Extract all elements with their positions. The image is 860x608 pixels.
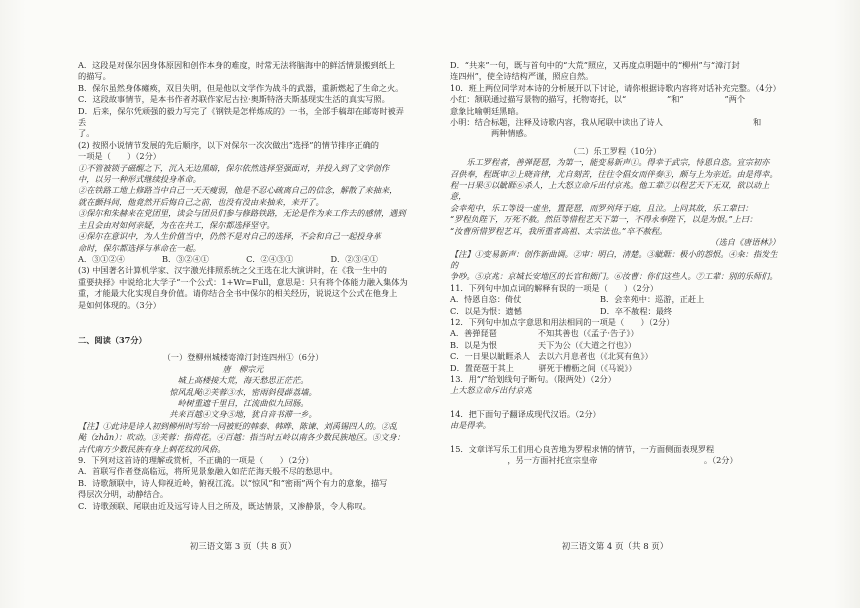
text-line: B．诗歌颔联中，诗人仰视近岭，俯视江流。以“惊风”和“密雨”两个有力的意象，描写 (78, 477, 388, 488)
text-line: 中，以另一种形式继续投身革命。 (78, 174, 201, 185)
text-line: ②在铁路工地上修路当中自己一天天瘦弱，他是不忍心疏离自己的信念，解散了来抽来， (78, 185, 398, 196)
story-line: 会幸苑中，乐工等设一虚坐，置琵琶，而罗列拜于庭，且泣。上问其故，乐工辈曰： (450, 202, 753, 213)
text-line: (3) 中国著名计算机学家、汉字激光排照系统之父王选在北大演讲时，在《我一生中的 (78, 265, 387, 276)
story-line: 程一日果⑤以眦睚⑥杀人，上大怒立命斥出付京兆。他工辈⑦以程艺天下无双，欲以动上意， (450, 180, 770, 202)
text-line: A．善弹琵琶 不知其善也（《孟子·告子》） (450, 328, 639, 339)
section-title: （二）乐工罗程（10分） (568, 145, 662, 156)
text-line: 14．把下面句子翻译成现代汉语。（2分） (450, 408, 601, 419)
text-line: 10．班上两位同学对本诗的分析展开以下讨论，请你根据诗歌内容将对话补充完整。（4分） (450, 82, 781, 93)
options-row (78, 254, 378, 265)
note-line: 飐（zhǎn）：吹动。③芙蓉：指荷花。④百越：指当时五岭以南各少数民族地区。⑤文身： (78, 432, 405, 443)
text-line: 两种情感。 (450, 128, 532, 139)
option: B．③②④① (162, 253, 209, 264)
story-line: 召供奉，程既审②上晓音律，尤自刻苦，往往令倡女而伴奏③，颇与上为亲近。由是得幸。 (450, 168, 778, 179)
poem-author: 唐 柳宗元 (222, 363, 264, 374)
text-line: D．“共来”一句，既与首句中的“大荒”照应，又再度点明题中的“柳州”与“漳汀封 (450, 60, 740, 70)
text-line: 重要抉择》中说给北大学子“一个公式：1+Wr=Full，意思是：只有将个体能力融入集体为 (78, 276, 408, 287)
text-line: C．这段故事情节，是本书作者苏联作家尼古拉·奥斯特洛夫斯基现实生活的真实写照。 (78, 94, 390, 105)
text-line: 由是得幸。 (450, 420, 491, 431)
text-line: 是如何体现的。（3分） (78, 299, 161, 310)
option: A．恃恩自恣：倚仗 (450, 294, 522, 305)
text-line: 小明：结合标题，注释及诗歌内容，我从尾联中读出了诗人 和 (450, 117, 762, 128)
note-line: 【注】①此诗是诗人初到柳州时写给一同被贬的韩泰、韩晔、陈谏、刘禹锡四人的。②乱 (78, 420, 398, 431)
poem-line: 惊风乱飐②芙蓉③水，密雨斜侵薜荔墙。 (169, 386, 317, 397)
story-line: “汝曹所惜罗程艺耳，我所重者高祖、太宗法也。”卒不赦程。 (450, 225, 668, 236)
option: D．卒不赦程：最终 (600, 305, 673, 316)
page-4 (450, 60, 780, 580)
option: B．会幸苑中：巡游，正赶上 (600, 294, 705, 305)
text-line: (2) 按照小说情节发展的先后顺序，以下对保尔一次次做出“选择”的情节排序正确的 (78, 139, 379, 150)
text-line: D．后来，保尔凭顽强的毅力写完了《钢铁是怎样炼成的》一书，全部手稿却在邮寄时被弄丢 (78, 105, 404, 128)
poem-line: 共来百越④文身⑤地，犹自音书滞一乡。 (169, 409, 317, 420)
note-line: 【注】①变易新声：创作新曲调。②审：明白，清楚。③眦睚：极小的怨恨。④籴：指发生的 (450, 248, 778, 270)
text-line: 就在颤抖间，他竟然开后悔自己之前，也没有没由来抽来，来开了。 (78, 196, 324, 207)
text-line: 主且会由对如何亲疑，为在在共工，保尔都选择坚守。 (78, 219, 275, 230)
text-line: 一项是（ ）（2分） (78, 151, 161, 162)
text-line: ③保尔和朱赫来在党团里，读会与团员们参与修路铁路，无论是作为来工作去的感情，遇到 (78, 208, 406, 219)
story-line: “罗程负陛下，万死不赦。然臣等惜程艺天下第一，不得永奉陛下，以是为恨。”上曰： (450, 214, 758, 225)
page-3 (78, 60, 408, 580)
poem-line: 岭树重遮千里目，江流曲似九回肠。 (177, 397, 309, 408)
note-line: 古代南方少数民族有身上刺花纹的风俗。 (78, 443, 226, 454)
option: C．②④③① (246, 253, 294, 264)
text-line: A．首联写作者登高临远，将所见景象融入如茫茫海天般不尽的愁思中。 (78, 466, 338, 477)
text-line: B．保尔虽然身体瘫痪，双目失明，但是他以文学作为战斗的武器，重新燃起了生命之火。 (78, 82, 404, 93)
text-line: A．这段是对保尔因身体原因和创作本身的难度，时常无法将脑海中的鲜活情景搬到纸上 (78, 60, 396, 70)
text-line: 连四州”，使全诗结构严谨，照应自然。 (450, 71, 594, 82)
text-line: 12．下列句中加点字意思和用法相同的一项是（ ）（2分） (450, 316, 675, 327)
text-line: 得层次分明，动静结合。 (78, 489, 169, 500)
text-line: 上大怒立命斥出付京兆 (450, 385, 532, 396)
text-line: ④保尔在意识中，为人生价值当中，仍然不是对自己的选择，不会和自己一起投身革 (78, 231, 381, 242)
text-line: D．置琵琶于其上 骈死于槽枥之间（《马说》） (450, 362, 637, 373)
text-line: C．一日果以眦睚杀人 去以六月息者也（《北冥有鱼》） (450, 351, 653, 362)
text-line: C．诗歌颈联、尾联由近及远写诗人目之所及，既达情景，又渗静景，令人称叹。 (78, 500, 371, 511)
section-heading: 二、阅读（37分） (78, 334, 147, 345)
text-line: 15．文章详写乐工们用心良苦地为罗程求情的情节，一方面侧面表现罗程 (450, 443, 715, 454)
text-line: 的描写。 (78, 71, 111, 82)
text-line: 意象比喻朝廷黑暗。 (450, 105, 524, 116)
story-line: 乐工罗程者，善弹琵琶，为第一，能变易新声①。得幸于武宗，恃恩自恣。宣宗初亦 (450, 157, 770, 168)
poem-line: 城上高楼接大荒，海天愁思正茫茫。 (177, 375, 309, 386)
text-line: B．以是为恨 天下为公（《大道之行也》） (450, 339, 637, 350)
text-line: 小红：颔联通过描写景物的描写，托物寄托，以“ ”和“ ”两个 (450, 94, 746, 105)
text-line: ，另一方面衬托宣宗皇帝 。（2分） (450, 455, 738, 465)
text-line: 命时，保尔都选择与革命在一起。 (78, 242, 201, 253)
text-line: 重，才能最大化实现自身价值。请你结合全书中保尔的相关经历，说说这个公式在他身上 (78, 288, 398, 299)
text-line: 11．下列句中加点词的解释有误的一项是（ ）（2分） (450, 282, 659, 293)
option: C．以是为恨：遗憾 (450, 305, 522, 316)
options-grid (450, 294, 780, 317)
text-line: 9．下列对这首诗的理解或赏析，不正确的一项是（ ）（2分） (78, 455, 314, 465)
text-line: 13．用“/”给划线句子断句。（限两处）（2分） (450, 373, 616, 384)
text-line: ①不管被锁子磁醒之下，沉入无边黑暗，保尔依然选择坚强面对，并投入到了文学创作 (78, 162, 390, 173)
page-footer: 初三语文第 3 页（共 8 页） (189, 542, 297, 552)
option: A．③①②④ (78, 253, 125, 264)
text-line: 了。 (78, 128, 95, 139)
poem-title: （一）登柳州城楼寄漳汀封连四州①（6分） (162, 352, 324, 363)
option: D．②③④① (330, 253, 378, 264)
source-line: （选自《唐语林》） (710, 237, 780, 248)
page-footer: 初三语文第 4 页（共 8 页） (561, 542, 669, 552)
note-line: 争吵。⑤京兆：京城长安地区的长官和衙门。⑥汝曹：你们这些人。⑦工辈：别的乐师们。 (450, 271, 778, 282)
